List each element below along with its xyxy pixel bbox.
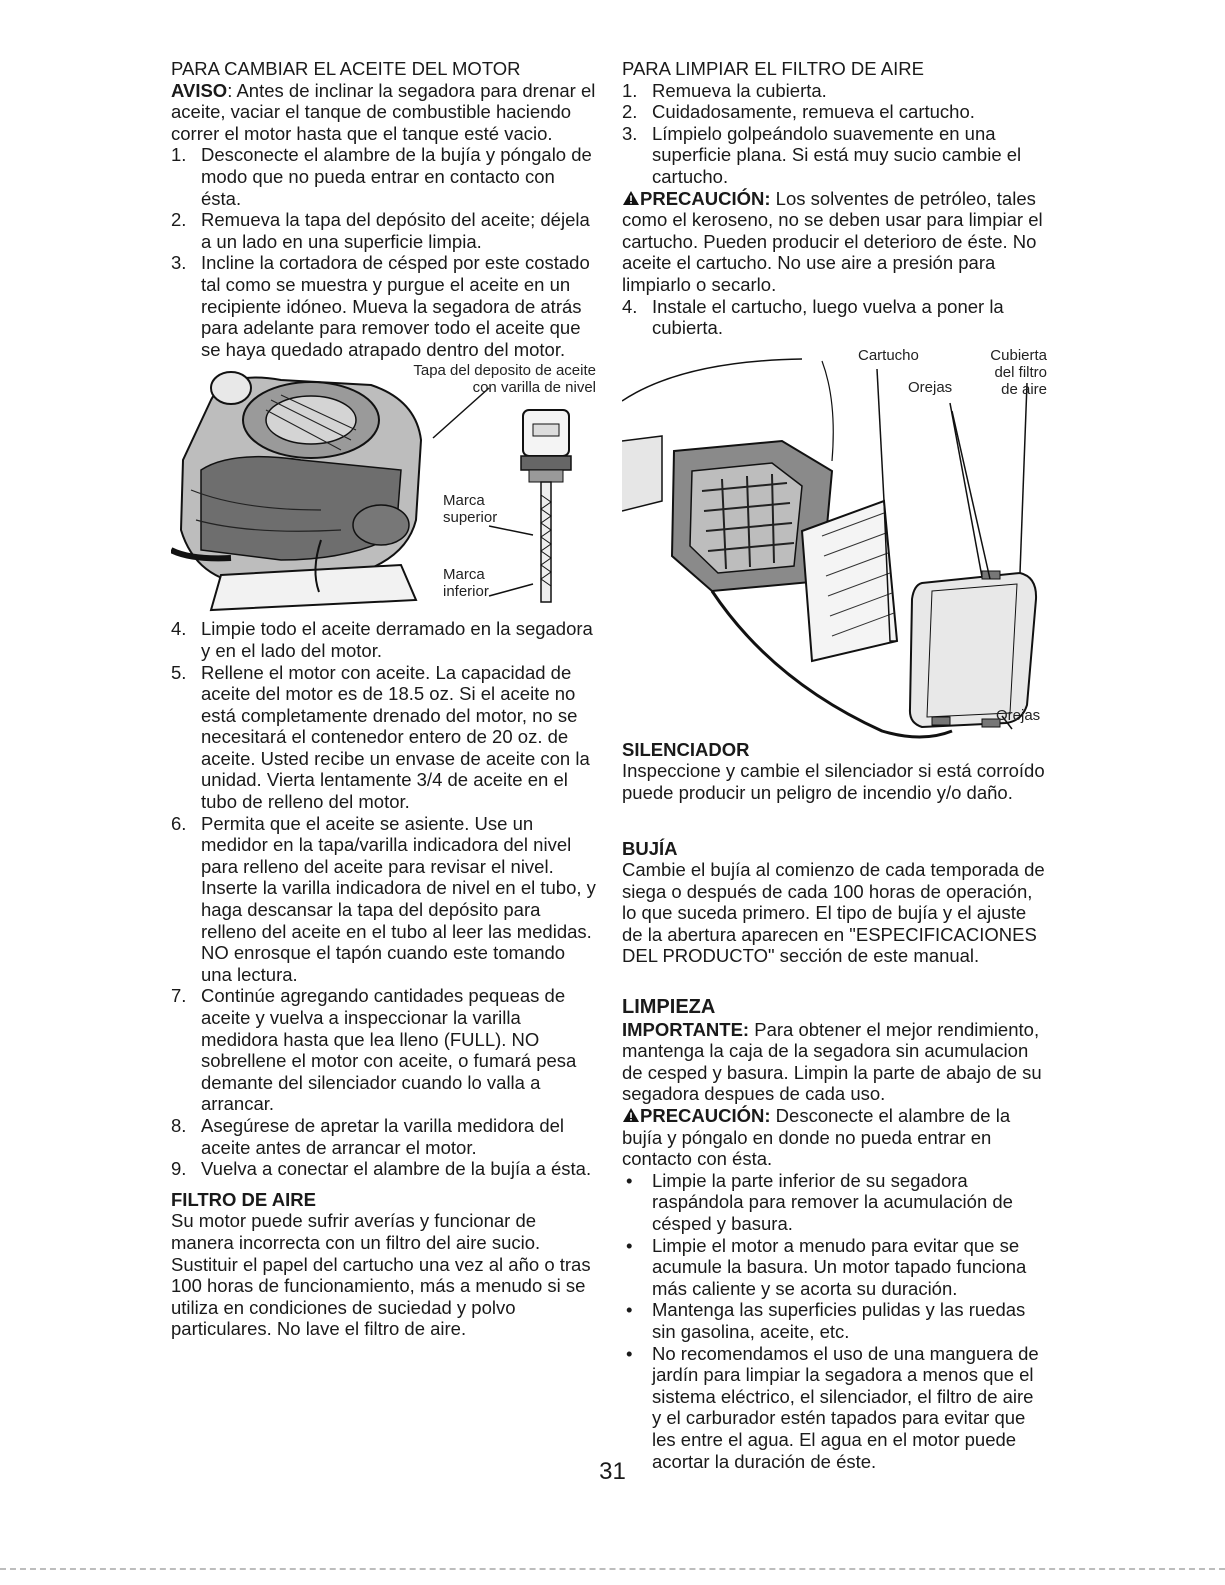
bullet-icon: • (626, 1342, 633, 1364)
list-item (171, 1115, 596, 1158)
important-paragraph (622, 1019, 1047, 1105)
left-column (171, 58, 596, 1340)
page-number: 31 (599, 1458, 626, 1485)
upper-mark-label (443, 492, 497, 526)
step-text: Cuidadosamente, remueva el cartucho. (652, 101, 975, 123)
step-number: 7. (171, 985, 187, 1007)
notice-paragraph (171, 80, 596, 145)
caution-label: PRECAUCIÓN: (640, 187, 771, 209)
list-item (622, 1170, 1047, 1235)
bullet-text: Limpie la parte inferior de su segadora raspándola para remover la acumulación de césped y basura. (652, 1169, 1013, 1234)
label-line: del filtro (994, 363, 1047, 381)
step-text: Remueva la cubierta. (652, 79, 827, 101)
step-number: 5. (171, 661, 187, 683)
warning-triangle-icon (622, 190, 640, 206)
step-number: 3. (622, 122, 638, 144)
muffler-text: Inspeccione y cambie el silenciador si está corroído puede producir un peligro de incendio y/o daño. (622, 760, 1045, 803)
step-number: 3. (171, 252, 187, 274)
list-item (622, 1343, 1047, 1473)
list-item (171, 252, 596, 360)
tabs-label-bottom: Orejas (996, 706, 1041, 724)
caution-label: PRECAUCIÓN: (640, 1105, 771, 1127)
list-item (171, 985, 596, 1115)
list-item (171, 209, 596, 252)
right-column (622, 58, 1047, 1472)
caution-text: Desconecte el alambre de la bujía y póngalo en donde no pueda entrar en contacto con ésta. (622, 1105, 1011, 1170)
step-text: Permita que el aceite se asiente. Use un medidor en la tapa/varilla indicadora del nivel para relleno del aceite para revisar el nivel. Inserte la varilla indicadora de nivel en el tubo, y haga descansar la tapa del depósito para relleno del aceite en el tubo al leer las medidas. NO enrosque el tapón cuando este tomando una lectura. (201, 812, 596, 985)
list-item (171, 813, 596, 986)
step-number: 8. (171, 1114, 187, 1136)
list-item (622, 80, 1047, 102)
filter-steps-a (622, 80, 1047, 188)
bullet-text: Limpie el motor a menudo para evitar que se acumule la basura. Un motor tapado funciona más caliente y se acorta su duración. (652, 1234, 1027, 1299)
notice-text: : Antes de inclinar la segadora para drenar el aceite, vaciar el tanque de combustible haciendo correr el motor hasta que el tanque esté vacio. (171, 79, 596, 144)
bullet-text: No recomendamos el uso de una manguera de jardín para limpiar la segadora a menos que el sistema eléctrico, el silenciador, el filtro de aire y el carburador estén tapados para evitar que les entre el agua. El agua en el motor puede acortar la duración de éste. (652, 1342, 1039, 1472)
bullet-text: Mantenga las superficies pulidas y las ruedas sin gasolina, aceite, etc. (652, 1299, 1026, 1342)
oil-change-title: PARA CAMBIAR EL ACEITE DEL MOTOR (171, 58, 521, 79)
step-text: Asegúrese de apretar la varilla medidora del aceite antes de arrancar el motor. (201, 1114, 565, 1158)
step-number: 4. (171, 618, 187, 640)
notice-label: AVISO (171, 79, 228, 101)
caution-paragraph-2 (622, 1105, 1047, 1170)
oil-steps-b (171, 618, 596, 1179)
dipstick-cap-label (399, 362, 596, 396)
cleaning-heading: LIMPIEZA (622, 996, 716, 1019)
list-item (171, 144, 596, 209)
step-number: 4. (622, 295, 638, 317)
muffler-heading: SILENCIADOR (622, 738, 750, 760)
lower-mark-label (443, 566, 489, 600)
label-line: superior (443, 509, 498, 527)
list-item (622, 1299, 1047, 1342)
oil-steps-a (171, 144, 596, 360)
cleaning-bullets (622, 1170, 1047, 1472)
air-filter-figure (622, 341, 1047, 739)
step-number: 2. (171, 209, 187, 231)
step-number: 1. (171, 144, 187, 166)
page-bottom-rule (0, 1568, 1225, 1570)
caution-paragraph-1 (622, 188, 1047, 296)
bullet-icon: • (626, 1299, 633, 1321)
bullet-icon: • (626, 1234, 633, 1256)
step-text: Límpielo golpeándolo suavemente en una superficie plana. Si está muy sucio cambie el cartucho. (652, 122, 1022, 187)
step-text: Limpie todo el aceite derramado en la segadora y en el lado del motor. (201, 618, 593, 661)
important-text: Para obtener el mejor rendimiento, mantenga la caja de la segadora sin acumulacion de cesped y basura. Limpin la parte de abajo de su segadora despues de cada uso. (622, 1018, 1042, 1105)
label-line: inferior (443, 583, 489, 601)
step-text: Continúe agregando cantidades pequeas de aceite y vuelva a inspeccionar la varilla medidora hasta que lea lleno (FULL). NO sobrellene el motor con aceite, o fumará pesa demante del silenciador cuando lo valla a arrancar. (201, 985, 577, 1115)
cover-label (962, 347, 1047, 398)
filter-clean-title: PARA LIMPIAR EL FILTRO DE AIRE (622, 58, 924, 79)
list-item (171, 618, 596, 661)
label-line: Marca (443, 566, 485, 584)
spark-plug-heading: BUJÍA (622, 837, 678, 859)
list-item (622, 123, 1047, 188)
step-number: 2. (622, 101, 638, 123)
step-number: 6. (171, 812, 187, 834)
list-item (171, 662, 596, 813)
oil-dipstick-figure (171, 360, 596, 618)
label-line: Tapa del deposito de aceite (413, 362, 596, 380)
step-text: Rellene el motor con aceite. La capacidad de aceite del motor es de 18.5 oz. Si el aceite no está completamente drenado del motor, no se necesitará el contenedor entero de 20 oz. de aceite. Usted recibe un envase de aceite con la unidad. Vierta lentamente 3/4 de aceite en el tubo de relleno del motor. (201, 661, 590, 813)
filter-steps-b (622, 296, 1047, 339)
step-text: Remueva la tapa del depósito del aceite; déjela a un lado en una superficie limpia. (201, 209, 590, 252)
tabs-label-top: Orejas (908, 378, 953, 396)
cartridge-label: Cartucho (858, 346, 919, 364)
air-filter-text: Su motor puede sufrir averías y funcionar de manera incorrecta con un filtro del aire sucio. Sustituir el papel del cartucho una vez al año o tras 100 horas de funcionamiento, más a menudo si se utiliza en condiciones de suciedad y polvo particulares. No lave el filtro de aire. (171, 1210, 591, 1340)
caution-text: Los solventes de petróleo, tales como el keroseno, no se deben usar para limpiar el cartucho. Pueden producir el deterioro de éste. No aceite el cartucho. No use aire a presión para limpiarlo o secarlo. (622, 187, 1043, 295)
spark-plug-text: Cambie el bujía al comienzo de cada temporada de siega o después de cada 100 horas de operación, lo que suceda primero. El tipo de bujía y el ajuste de la abertura aparecen en "ESPECIFICACIONES DEL PRODUCTO" sección de este manual. (622, 859, 1045, 967)
step-text: Incline la cortadora de césped por este costado tal como se muestra y purgue el aceite en un recipiente idóneo. Mueva la segadora de atrás para adelante para remover todo el aceite que se haya quedado atrapado dentro del motor. (201, 252, 590, 360)
step-text: Vuelva a conectar el alambre de la bujía a ésta. (201, 1158, 592, 1180)
label-line: de aire (1001, 380, 1047, 398)
step-text: Instale el cartucho, luego vuelva a poner la cubierta. (652, 295, 1004, 339)
list-item (622, 296, 1047, 339)
label-line: con varilla de nivel (472, 379, 596, 397)
important-label: IMPORTANTE: (622, 1018, 750, 1040)
warning-triangle-icon (622, 1107, 640, 1123)
list-item (622, 1235, 1047, 1300)
air-filter-illustration (622, 341, 1047, 739)
label-line: Cubierta (990, 346, 1047, 364)
step-text: Desconecte el alambre de la bujía y póngalo de modo que no pueda entrar en contacto con ésta. (201, 144, 592, 209)
step-number: 9. (171, 1158, 187, 1180)
air-filter-heading: FILTRO DE AIRE (171, 1188, 316, 1210)
list-item (622, 101, 1047, 123)
bullet-icon: • (626, 1169, 633, 1191)
label-line: Marca (443, 492, 485, 510)
step-number: 1. (622, 79, 638, 101)
list-item (171, 1158, 596, 1180)
engine-illustration (171, 360, 596, 618)
